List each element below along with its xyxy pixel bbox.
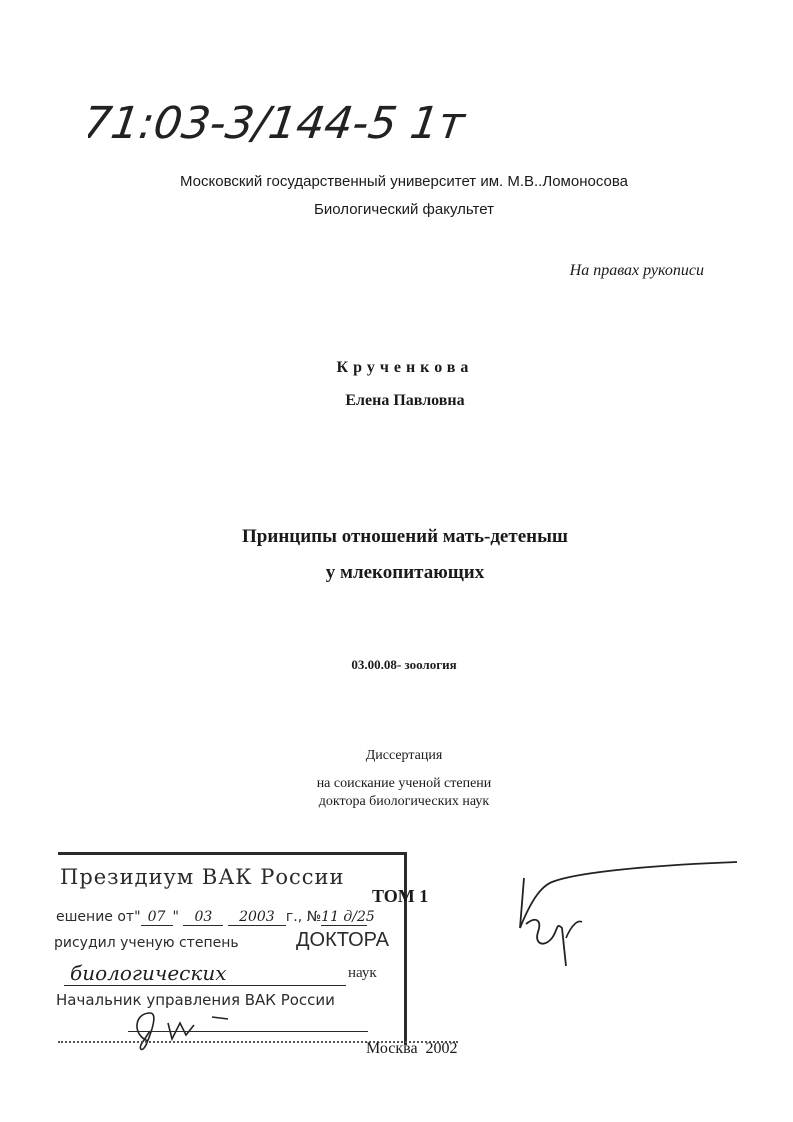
stamp-decision-line: [56, 909, 375, 926]
handwritten-archive-number: [88, 90, 548, 170]
stamp-decision-number: 11 д/25: [321, 909, 375, 925]
dissertation-title-line1: Принципы отношений мать-детеныш: [242, 526, 568, 547]
stamp-decision-month: 03: [183, 909, 223, 926]
stamp-degree-value: ДОКТОРА: [296, 929, 389, 951]
stamp-science-suffix: наук: [348, 965, 377, 981]
stamp-decision-year: 2003: [228, 909, 286, 926]
stamp-signature: [128, 1005, 278, 1055]
volume-label: ТОМ 1: [372, 886, 429, 906]
degree-line2: доктора биологических наук: [318, 794, 490, 809]
stamp-science-field: биологических: [64, 961, 346, 986]
stamp-head-label: Начальник управления ВАК России: [56, 991, 335, 1009]
stamp-quote-close: ": [172, 909, 179, 925]
dissertation-title-line2: у млекопитающих: [325, 562, 485, 583]
stamp-year-suffix: г., №: [285, 909, 322, 925]
stamp-quote-open: ": [134, 909, 141, 925]
stamp-title: Президиум ВАК России: [60, 865, 345, 889]
university-name: Московский государственный университет им. М.В..Ломоносова: [180, 173, 628, 190]
manuscript-rights: На правах рукописи: [569, 262, 704, 279]
author-signature: [512, 858, 752, 976]
stamp-decision-label: ешение от: [56, 909, 135, 925]
place-year: Москва 2002: [366, 1040, 458, 1057]
dissertation-type: Диссертация: [365, 748, 443, 763]
stamp-signature-line: [128, 1031, 368, 1032]
faculty-name: Биологический факультет: [314, 201, 494, 218]
archive-number-text: 71:03-3/144-5 1т: [88, 98, 468, 149]
stamp-decision-day: 07: [141, 909, 173, 926]
specialty-code: 03.00.08- зоология: [351, 657, 457, 672]
degree-line1: на соискание ученой степени: [316, 776, 492, 791]
author-name: Елена Павловна: [345, 392, 465, 409]
stamp-degree-label: рисудил ученую степень: [54, 935, 239, 951]
author-surname: Кручeнкова: [336, 359, 474, 376]
vak-stamp: [54, 852, 407, 1045]
